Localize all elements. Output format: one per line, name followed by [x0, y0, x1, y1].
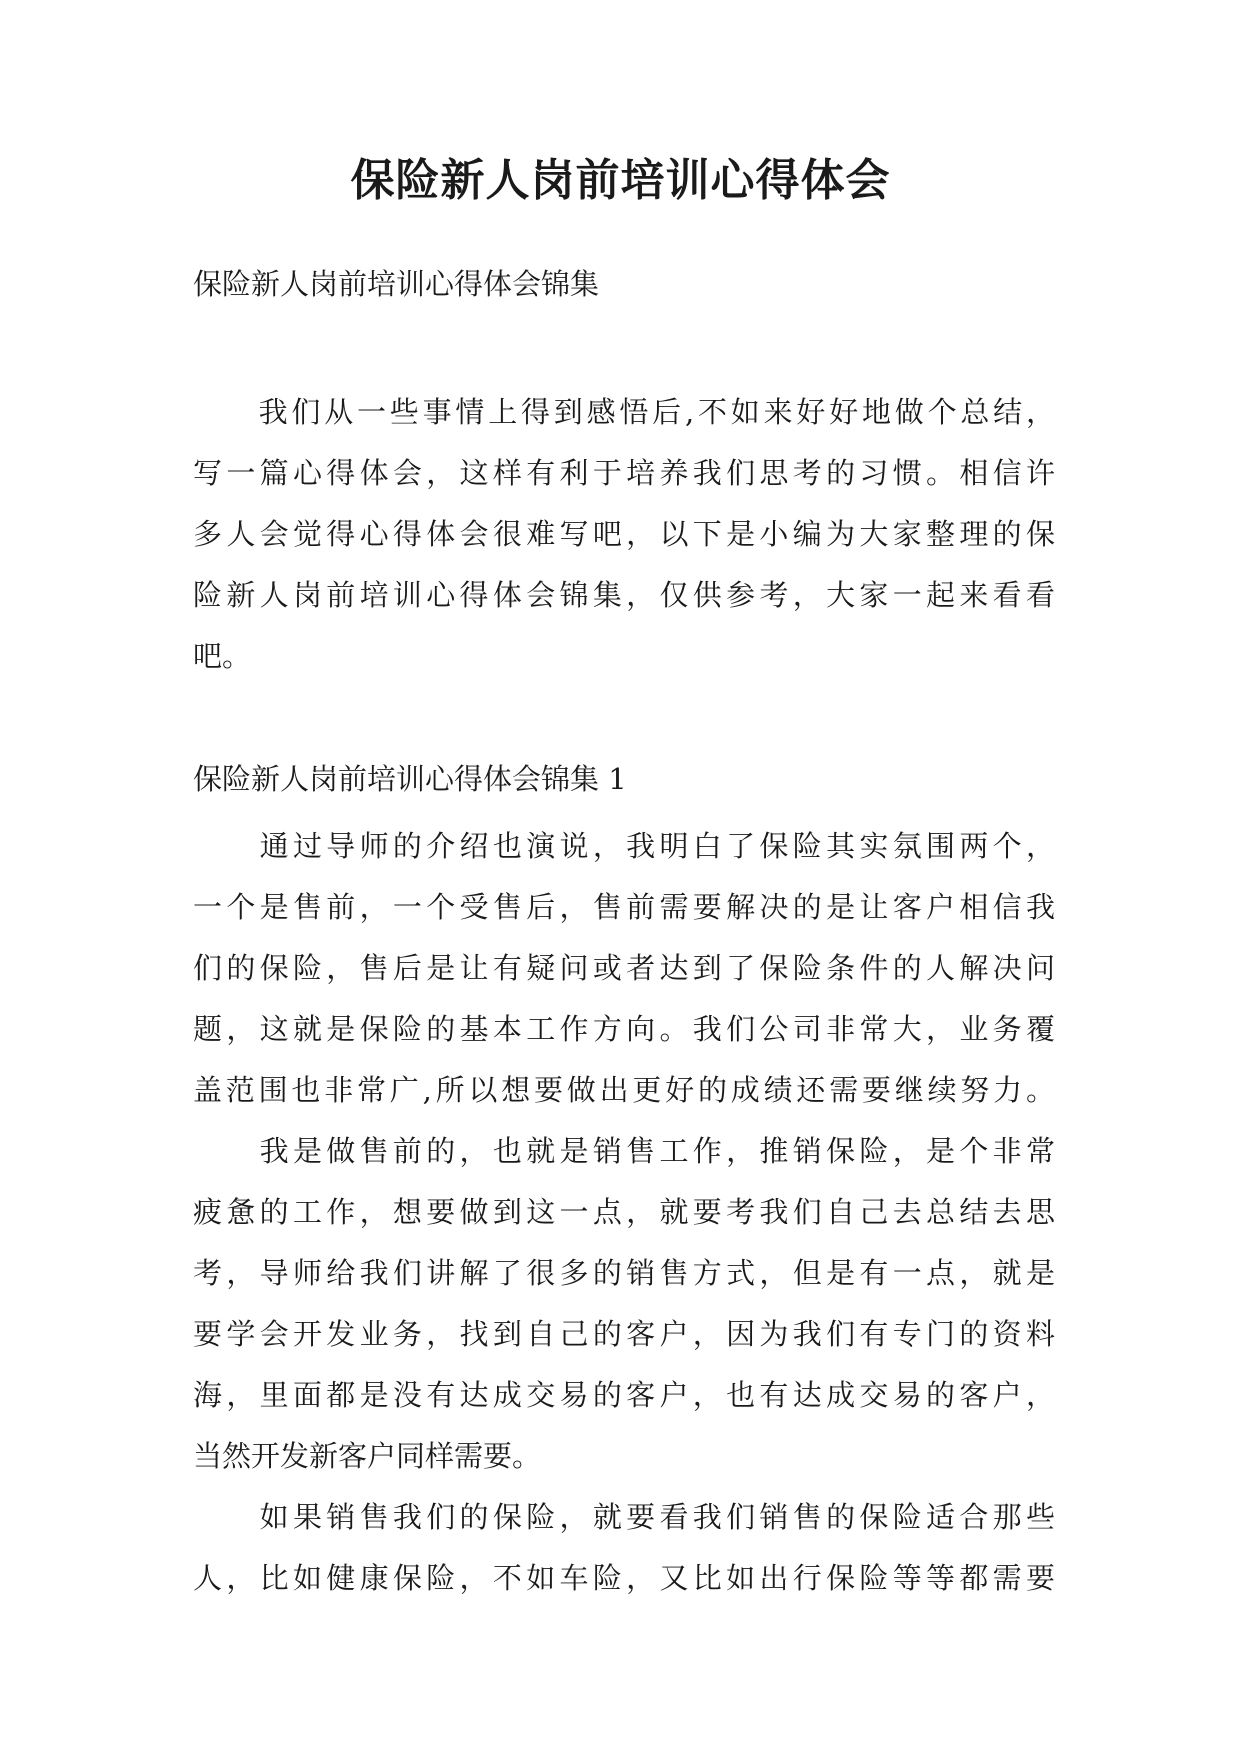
- paragraph-line: 人，比如健康保险，不如车险，又比如出行保险等等都需要: [193, 1561, 1055, 1595]
- paragraph-line: 疲惫的工作，想要做到这一点，就要考我们自己去总结去思: [193, 1195, 1055, 1229]
- paragraph-line: 通过导师的介绍也演说，我明白了保险其实氛围两个，: [193, 829, 1055, 863]
- paragraph-line: 当然开发新客户同样需要。: [193, 1439, 542, 1473]
- document-title: 保险新人岗前培训心得体会: [350, 155, 891, 206]
- intro-paragraph: [193, 382, 1055, 687]
- paragraph-line: 海，里面都是没有达成交易的客户，也有达成交易的客户，: [193, 1378, 1055, 1412]
- section-heading: 保险新人岗前培训心得体会锦集 1: [193, 762, 627, 796]
- paragraph-line: 如果销售我们的保险，就要看我们销售的保险适合那些: [193, 1500, 1055, 1534]
- intro-line: 险新人岗前培训心得体会锦集，仅供参考，大家一起来看看: [193, 578, 1055, 612]
- paragraph-line: 考，导师给我们讲解了很多的销售方式，但是有一点，就是: [193, 1256, 1055, 1290]
- body-paragraph: [193, 816, 1055, 1121]
- section-body: [193, 816, 1055, 1609]
- paragraph-line: 们的保险，售后是让有疑问或者达到了保险条件的人解决问: [193, 951, 1055, 985]
- intro-line: 多人会觉得心得体会很难写吧，以下是小编为大家整理的保: [193, 517, 1055, 551]
- intro-line: 我们从一些事情上得到感悟后,不如来好好地做个总结，: [193, 395, 1055, 429]
- paragraph-line: 我是做售前的，也就是销售工作，推销保险，是个非常: [193, 1134, 1055, 1168]
- paragraph-line: 要学会开发业务，找到自己的客户，因为我们有专门的资料: [193, 1317, 1055, 1351]
- document-subtitle: 保险新人岗前培训心得体会锦集: [193, 267, 600, 301]
- body-paragraph: [193, 1121, 1055, 1487]
- paragraph-line: 盖范围也非常广,所以想要做出更好的成绩还需要继续努力。: [193, 1073, 1055, 1107]
- paragraph-line: 题，这就是保险的基本工作方向。我们公司非常大，业务覆: [193, 1012, 1055, 1046]
- body-paragraph: [193, 1487, 1055, 1609]
- paragraph-line: 一个是售前，一个受售后，售前需要解决的是让客户相信我: [193, 890, 1055, 924]
- intro-line: 写一篇心得体会，这样有利于培养我们思考的习惯。相信许: [193, 456, 1055, 490]
- intro-line: 吧。: [193, 639, 252, 673]
